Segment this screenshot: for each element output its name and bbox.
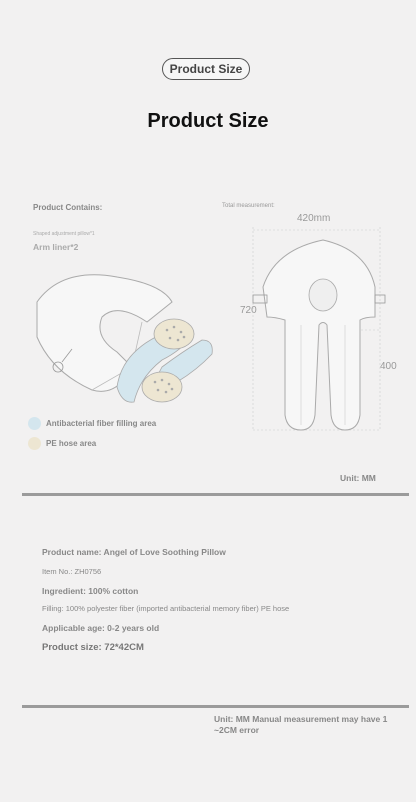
pillow-measurement-illustration — [245, 225, 395, 440]
page-title: Product Size — [147, 110, 269, 132]
total-measurement-heading: Total measurement: — [222, 203, 275, 209]
lower-dimension: 400 — [380, 361, 397, 372]
arm-liner-label: Arm liner*2 — [33, 242, 79, 252]
product-contains-heading: Product Contains: — [33, 203, 103, 212]
item-number: Item No.: ZH0756 — [42, 567, 102, 576]
shaped-pillow-note: Shaped adjustment pillow*1 — [33, 231, 95, 237]
footer-unit-note: Unit: MM Manual measurement may have 1 ~2CM error — [214, 714, 388, 735]
height-dimension: 720 — [240, 305, 257, 316]
width-dimension: 420mm — [297, 213, 331, 224]
product-size: Product size: 72*42CM — [42, 642, 144, 653]
pe-hose-legend-dot — [28, 437, 41, 450]
antibacterial-legend-dot — [28, 417, 41, 430]
section-divider-top — [22, 493, 409, 496]
filling: Filling: 100% polyester fiber (imported antibacterial memory fiber) PE hose — [42, 604, 290, 613]
pe-hose-legend-label: PE hose area — [46, 439, 97, 448]
unit-mm-label: Unit: MM — [340, 473, 376, 483]
section-divider-bottom — [22, 705, 409, 708]
applicable-age: Applicable age: 0-2 years old — [42, 623, 160, 633]
pillow-set-illustration — [22, 262, 217, 412]
antibacterial-legend-label: Antibacterial fiber filling area — [46, 419, 157, 428]
ingredient: Ingredient: 100% cotton — [42, 586, 139, 596]
product-size-badge: Product Size — [162, 58, 250, 80]
product-name: Product name: Angel of Love Soothing Pillow — [42, 547, 226, 557]
